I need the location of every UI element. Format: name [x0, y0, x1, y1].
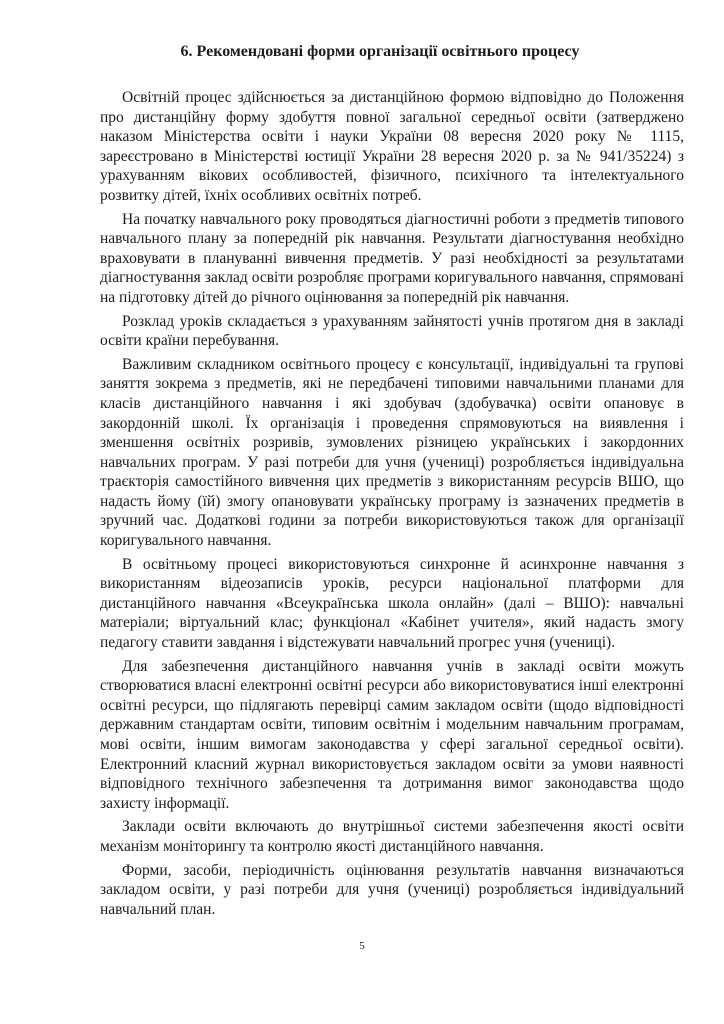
- paragraph-distance-form: Освітній процес здійснюється за дистанційною формою відповідно до Положення про дистанційну форму здобуття повної загальної середньої освіти (затверджено наказом Міністерства освіти і науки України 08 вересня 2020 року № 1115, зареєстровано в Міністерстві юстиції України 28 вересня 2020 р. за № 941/35224) з урахуванням вікових особливостей, фізичного, психічного та інтелектуального розвитку дітей, їхніх особливих освітніх потреб.: [100, 89, 684, 204]
- paragraph-schedule: Розклад уроків складається з урахуванням зайнятості учнів протягом дня в закладі освіти країни перебування.: [100, 312, 684, 350]
- paragraph-diagnostics: На початку навчального року проводяться діагностичні роботи з предметів типового навчального плану за попередній рік навчання. Результати діагностування необхідно враховувати в плануванні вивчення предметів. У разі необхідності за результатами діагностування заклад освіти розробляє програми коригувального навчання, спрямовані на підготовку дітей до річного оцінювання за попередній рік навчання.: [100, 210, 684, 306]
- section-heading: 6. Рекомендовані форми організації освітнього процесу: [180, 43, 580, 60]
- paragraph-assessment: Форми, засоби, періодичність оцінювання результатів навчання визначаються закладом освіти, у разі потреби для учня (учениці) розробляється індивідуальний навчальний план.: [100, 861, 684, 918]
- body-text: [100, 88, 684, 919]
- paragraph-consultations: Важливим складником освітнього процесу є консультації, індивідуальні та групові заняття зокрема з предметів, які не передбачені типовими навчальними планами для класів дистанційного навчання і які здобувач (здобувачка) освіти опановує в закордонній школі. Їх організація і проведення спрямовуються на виявлення і зменшення освітніх розривів, зумовлених різницею українських і закордонних навчальних програм. У разі потреби для учня (учениці) розробляється індивідуальна траєкторія самостійного вивчення цих предметів з використанням ресурсів ВШО, що надасть йому (їй) змогу опановувати українську програму із зазначених предметів в зручний час. Додаткові години за потреби використовуються також для організації коригувального навчання.: [100, 355, 684, 550]
- paragraph-learning-resources: В освітньому процесі використовуються синхронне й асинхронне навчання з використанням відеозаписів уроків, ресурси національної платформи для дистанційного навчання «Всеукраїнська школа онлайн» (далі – ВШО): навчальні матеріали; віртуальний клас; функціонал «Кабінет учителя», який надасть змогу педагогу ставити завдання і відстежувати навчальний прогрес учня (учениці).: [100, 555, 684, 652]
- paragraph-quality-monitoring: Заклади освіти включають до внутрішньої системи забезпечення якості освіти механізм моніторингу та контролю якості дистанційного навчання.: [100, 818, 684, 855]
- page-number: 5: [359, 940, 365, 952]
- paragraph-electronic-resources: Для забезпечення дистанційного навчання учнів в закладі освіти можуть створюватися власні електронні освітні ресурси або використовуватися інші електронні освітні ресурси, що підлягають перевірці самим закладом освіти (щодо відповідності державним стандартам освіти, типовим освітнім і модельним навчальним програмам, мові освіти, іншим вимогам законодавства у сфері загальної середньої освіти). Електронний класний журнал використовується закладом освіти за умови наявності відповідного технічного забезпечення та дотримання вимог законодавства щодо захисту інформації.: [100, 657, 684, 812]
